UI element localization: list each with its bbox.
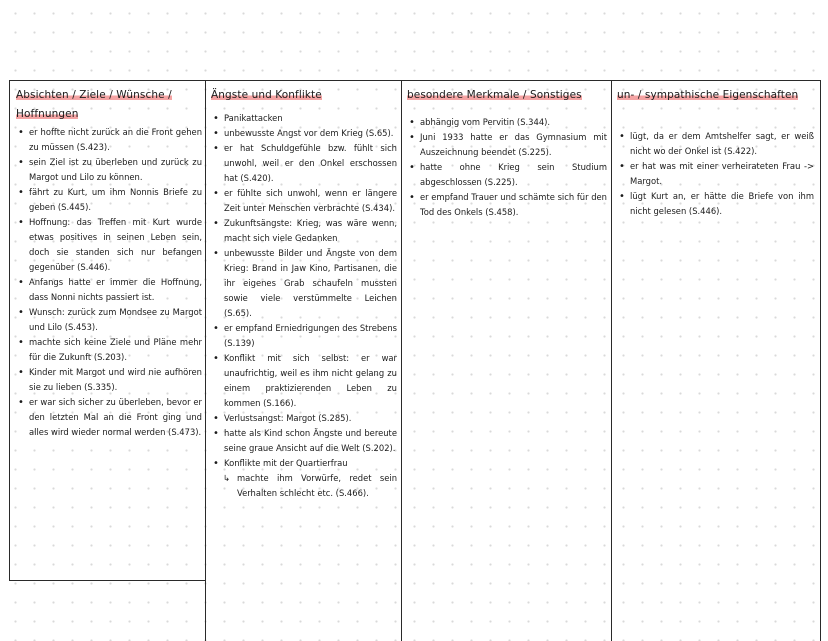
list-item: • er empfand Erniedrigungen des Strebens (S.139) — [211, 321, 397, 351]
column-title-features: besondere Merkmale / Sonstiges — [407, 89, 582, 101]
column-goals — [16, 83, 202, 440]
column-divider-1 — [205, 80, 206, 641]
list-item: • machte sich keine Ziele und Pläne mehr für die Zukunft (S.203). — [16, 335, 202, 365]
column-divider-3 — [611, 80, 612, 641]
column-traits — [617, 83, 814, 219]
list-item: • er hat was mit einer verheirateten Frau -> Margot. — [617, 159, 814, 189]
list-item: • abhängig vom Pervitin (S.344). — [407, 115, 607, 130]
list-sub-item: ↳ machte ihm Vorwürfe, redet sein Verhalten schlecht etc. (S.466). — [211, 471, 397, 501]
list-item: • Panikattacken — [211, 111, 397, 126]
table-bottom-border — [9, 580, 205, 581]
list-item: • er empfand Trauer und schämte sich für den Tod des Onkels (S.458). — [407, 190, 607, 220]
list-item: • Juni 1933 hatte er das Gymnasium mit Auszeichnung beendet (S.225). — [407, 130, 607, 160]
goals-list — [16, 125, 202, 440]
list-item: • lügt Kurt an, er hätte die Briefe von ihm nicht gelesen (S.446). — [617, 189, 814, 219]
list-item: • lügt, da er dem Amtshelfer sagt, er weiß nicht wo der Onkel ist (S.422). — [617, 129, 814, 159]
list-item: • Konflikte mit der Quartierfrau — [211, 456, 397, 471]
list-item: • er hoffte nicht zurück an die Front gehen zu müssen (S.423). — [16, 125, 202, 155]
list-item: • Anfangs hatte er immer die Hoffnung, dass Nonni nichts passiert ist. — [16, 275, 202, 305]
list-item: • unbewusste Bilder und Ängste von dem Krieg: Brand in Jaw Kino, Partisanen, die ihr eigenes Grab schaufeln mussten sowie viele verstümmelte Leichen (S.65). — [211, 246, 397, 321]
list-item: • hatte als Kind schon Ängste und bereute seine graue Ansicht auf die Welt (S.202). — [211, 426, 397, 456]
list-item: • Hoffnung: das Treffen mit Kurt wurde etwas positives in seinen Leben sein, doch sie standen sich nur befangen gegenüber (S.446). — [16, 215, 202, 275]
table-right-border — [820, 80, 821, 641]
list-item: • sein Ziel ist zu überleben und zurück zu Margot und Lilo zu können. — [16, 155, 202, 185]
list-item: • Verlustsangst: Margot (S.285). — [211, 411, 397, 426]
list-item: • er war sich sicher zu überleben, bevor er den letzten Mal an die Front ging und alles wird wieder normal werden (S.473). — [16, 395, 202, 440]
column-divider-2 — [401, 80, 402, 641]
list-item: • Wunsch: zurück zum Mondsee zu Margot und Lilo (S.453). — [16, 305, 202, 335]
traits-list — [617, 129, 814, 219]
column-features — [407, 83, 607, 220]
table-top-border — [9, 80, 820, 81]
list-item: • Konflikt mit sich selbst: er war unaufrichtig, weil es ihm nicht gelang zu einem praktizierenden Leben zu kommen (S.166). — [211, 351, 397, 411]
column-fears — [211, 83, 397, 501]
column-title-traits: un- / sympathische Eigenschaften — [617, 89, 799, 101]
list-item: • hatte ohne Krieg sein Studium abgeschlossen (S.225). — [407, 160, 607, 190]
list-item: • Zukunftsängste: Krieg, was wäre wenn, macht sich viele Gedanken — [211, 216, 397, 246]
list-item: • Kinder mit Margot und wird nie aufhören sie zu lieben (S.335). — [16, 365, 202, 395]
table-left-border — [9, 80, 10, 581]
column-title-fears: Ängste und Konflikte — [211, 89, 322, 101]
list-item: • unbewusste Angst vor dem Krieg (S.65). — [211, 126, 397, 141]
features-list — [407, 115, 607, 220]
list-item: • fährt zu Kurt, um ihm Nonnis Briefe zu geben (S.445). — [16, 185, 202, 215]
list-item: • er fühlte sich unwohl, wenn er längere Zeit unter Menschen verbrachte (S.434). — [211, 186, 397, 216]
fears-list — [211, 111, 397, 501]
list-item: • er hat Schuldgefühle bzw. fühlt sich unwohl, weil er den Onkel erschossen hat (S.420). — [211, 141, 397, 186]
column-title-goals: Absichten / Ziele / Wünsche / Hoffnungen — [16, 89, 172, 120]
